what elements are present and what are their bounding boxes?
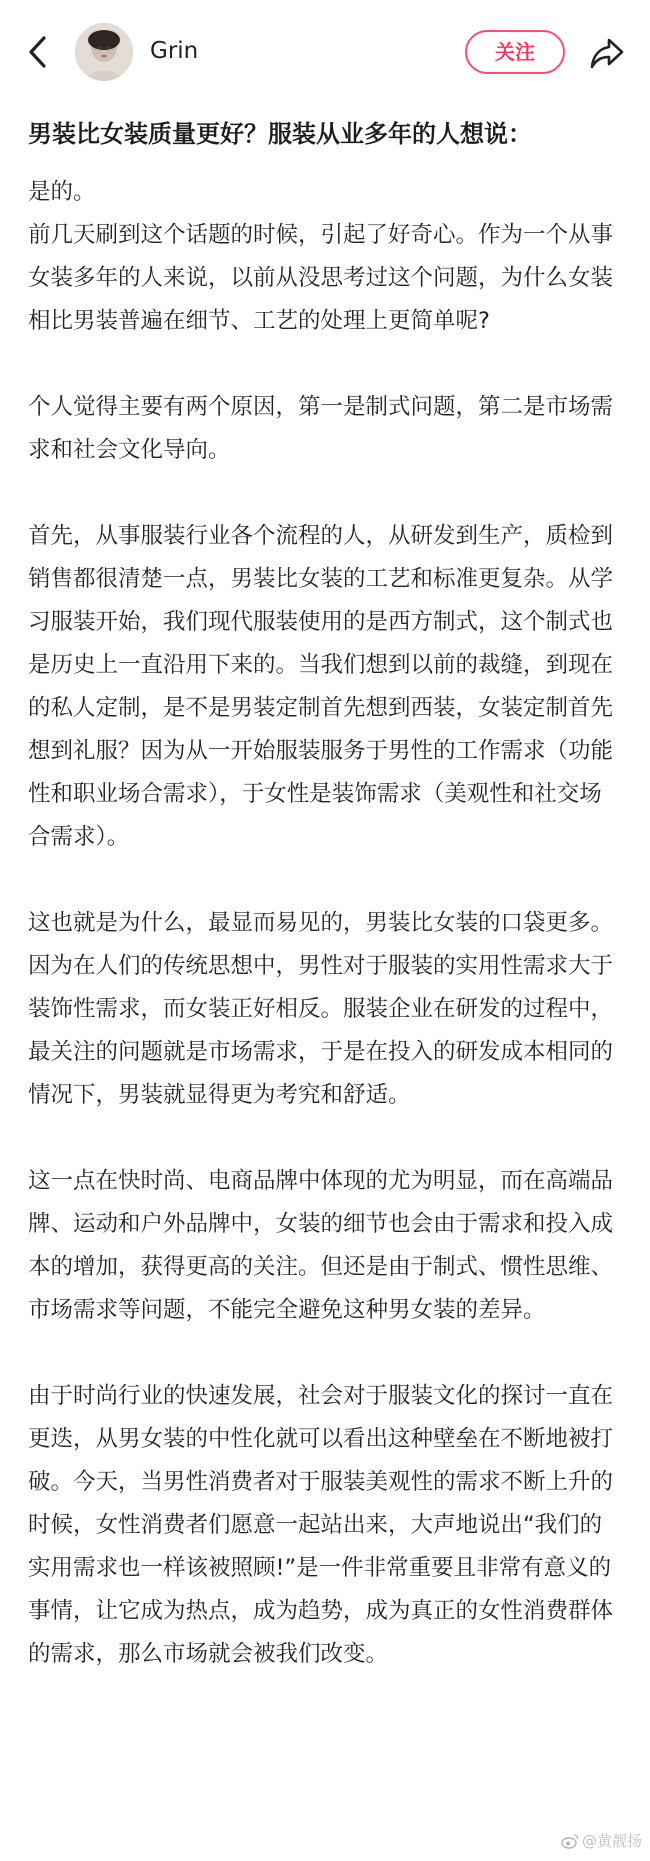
- avatar-image: [75, 23, 133, 81]
- paragraph-6: 这一点在快时尚、电商品牌中体现的尤为明显，而在高端品牌、运动和户外品牌中，女装的细节也会由于需求和投入成本的增加，获得更高的关注。但还是由于制式、惯性思维、市场需求等问题，不能完全避免这种男女装的差异。: [28, 1168, 614, 1323]
- share-icon: [587, 33, 627, 73]
- share-button[interactable]: [587, 33, 627, 73]
- paragraph-gap: [28, 472, 624, 515]
- paragraph-5: 这也就是为什么，最显而易见的，男装比女装的口袋更多。因为在人们的传统思想中，男性对于服装的实用性需求大于装饰性需求，而女装正好相反。服装企业在研发的过程中，最关注的问题就是市场需求，于是在投入的研发成本相同的情况下，男装就显得更为考究和舒适。: [28, 910, 614, 1108]
- username[interactable]: Grin: [150, 38, 199, 64]
- paragraph-gap: [28, 1332, 624, 1375]
- post-title: 男装比女装质量更好？服装从业多年的人想说：: [28, 120, 532, 148]
- weibo-icon: [561, 1833, 579, 1849]
- paragraph-3: 个人觉得主要有两个原因，第一是制式问题，第二是市场需求和社会文化导向。: [28, 394, 614, 463]
- avatar[interactable]: [75, 23, 133, 81]
- paragraph-7: 由于时尚行业的快速发展，社会对于服装文化的探讨一直在更迭，从男女装的中性化就可以看出这种壁垒在不断地被打破。今天，当男性消费者对于服装美观性的需求不断上升的时候，女性消费者们愿意一起站出来，大声地说出“我们的实用需求也一样该被照顾!”是一件非常重要且非常有意义的事情，让它成为热点，成为趋势，成为真正的女性消费群体的需求，那么市场就会被我们改变。: [28, 1383, 614, 1667]
- follow-button[interactable]: 关注: [465, 30, 565, 74]
- watermark: [561, 1831, 642, 1851]
- paragraph-1: 是的。: [28, 179, 96, 205]
- paragraph-2: 前几天刷到这个话题的时候，引起了好奇心。作为一个从事女装多年的人来说，以前从没思考过这个问题，为什么女装相比男装普遍在细节、工艺的处理上更简单呢?: [28, 222, 614, 334]
- paragraph-gap: [28, 1117, 624, 1160]
- paragraph-4: 首先，从事服装行业各个流程的人，从研发到生产，质检到销售都很清楚一点，男装比女装的工艺和标准更复杂。从学习服装开始，我们现代服装使用的是西方制式，这个制式也是历史上一直沿用下来的。当我们想到以前的裁缝，到现在的私人定制，是不是男装定制首先想到西装，女装定制首先想到礼服？因为从一开始服装服务于男性的工作需求（功能性和职业场合需求），于女性是装饰需求（美观性和社交场合需求）。: [28, 523, 614, 850]
- watermark-text: @黄靓扬: [581, 1832, 642, 1850]
- back-icon: [22, 32, 58, 72]
- top-bar: [0, 0, 650, 104]
- back-button[interactable]: [22, 32, 58, 72]
- paragraph-gap: [28, 343, 624, 386]
- paragraph-gap: [28, 859, 624, 902]
- post-body: [28, 171, 624, 1676]
